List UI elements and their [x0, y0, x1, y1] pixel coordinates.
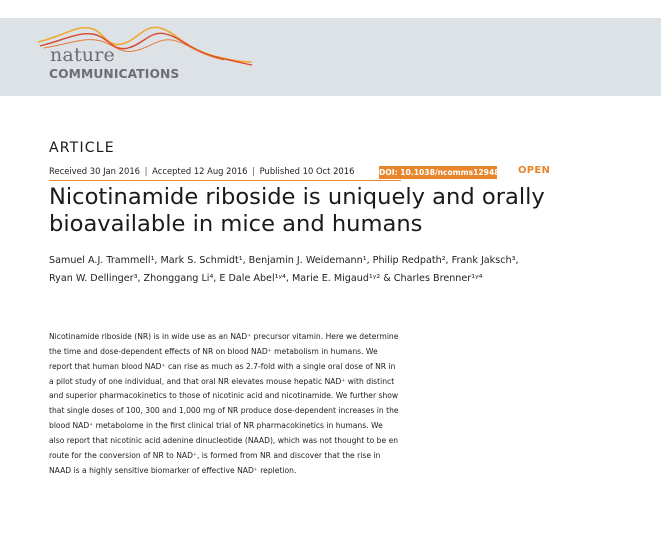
journal-logo-communications: COMMUNICATIONS	[49, 67, 180, 81]
title-line: Nicotinamide riboside is uniquely and orally	[49, 184, 545, 210]
title-line: bioavailable in mice and humans	[49, 211, 423, 237]
abstract-line: route for the conversion of NR to NAD⁺, is formed from NR and discover that the rise in	[49, 450, 381, 460]
abstract-line: report that human blood NAD⁺ can rise as much as 2.7-fold with a single oral dose of NR in	[49, 361, 396, 371]
journal-logo-nature: nature	[50, 44, 115, 66]
author-line: Samuel A.J. Trammell¹, Mark S. Schmidt¹, Benjamin J. Weidemann¹, Philip Redpath², Frank Jaksch³,	[49, 255, 519, 266]
doi-link[interactable]: DOI: 10.1038/ncomms12948	[379, 168, 500, 177]
article-type-label: ARTICLE	[49, 140, 115, 156]
abstract-line: also report that nicotinic acid adenine dinucleotide (NAAD), which was not thought to be en	[49, 435, 399, 445]
abstract-line: that single doses of 100, 300 and 1,000 mg of NR produce dose-dependent increases in the	[49, 406, 399, 416]
abstract	[49, 330, 469, 478]
date-separator: |	[252, 166, 255, 176]
abstract-line: Nicotinamide riboside (NR) is in wide use as an NAD⁺ precursor vitamin. Here we determine	[49, 332, 399, 341]
abstract-line: and superior pharmacokinetics to those of nicotinic acid and nicotinamide. We further show	[49, 391, 399, 401]
publication-dates	[49, 164, 401, 181]
published-date: Published 10 Oct 2016	[259, 166, 355, 176]
received-date: Received 30 Jan 2016	[49, 166, 140, 176]
abstract-line: the time and dose-dependent effects of NR on blood NAD⁺ metabolism in humans. We	[49, 346, 378, 356]
date-separator: |	[144, 166, 148, 176]
author-line: Ryan W. Dellinger³, Zhonggang Li⁴, E Dale Abel¹ʸ⁴, Marie E. Migaud¹ʸ² & Charles Brenner¹ʸ⁴	[49, 273, 483, 284]
open-access-label: OPEN	[518, 165, 551, 176]
abstract-line: NAAD is a highly sensitive biomarker of effective NAD⁺ repletion.	[49, 465, 297, 475]
article-title	[49, 184, 609, 238]
author-list	[49, 252, 619, 288]
abstract-line: a pilot study of one individual, and that oral NR elevates mouse hepatic NAD⁺ with distinct	[49, 376, 395, 386]
abstract-line: blood NAD⁺ metabolome in the first clinical trial of NR pharmacokinetics in humans. We	[49, 421, 383, 431]
journal-header-banner	[0, 18, 661, 96]
accepted-date: Accepted 12 Aug 2016	[152, 166, 248, 176]
